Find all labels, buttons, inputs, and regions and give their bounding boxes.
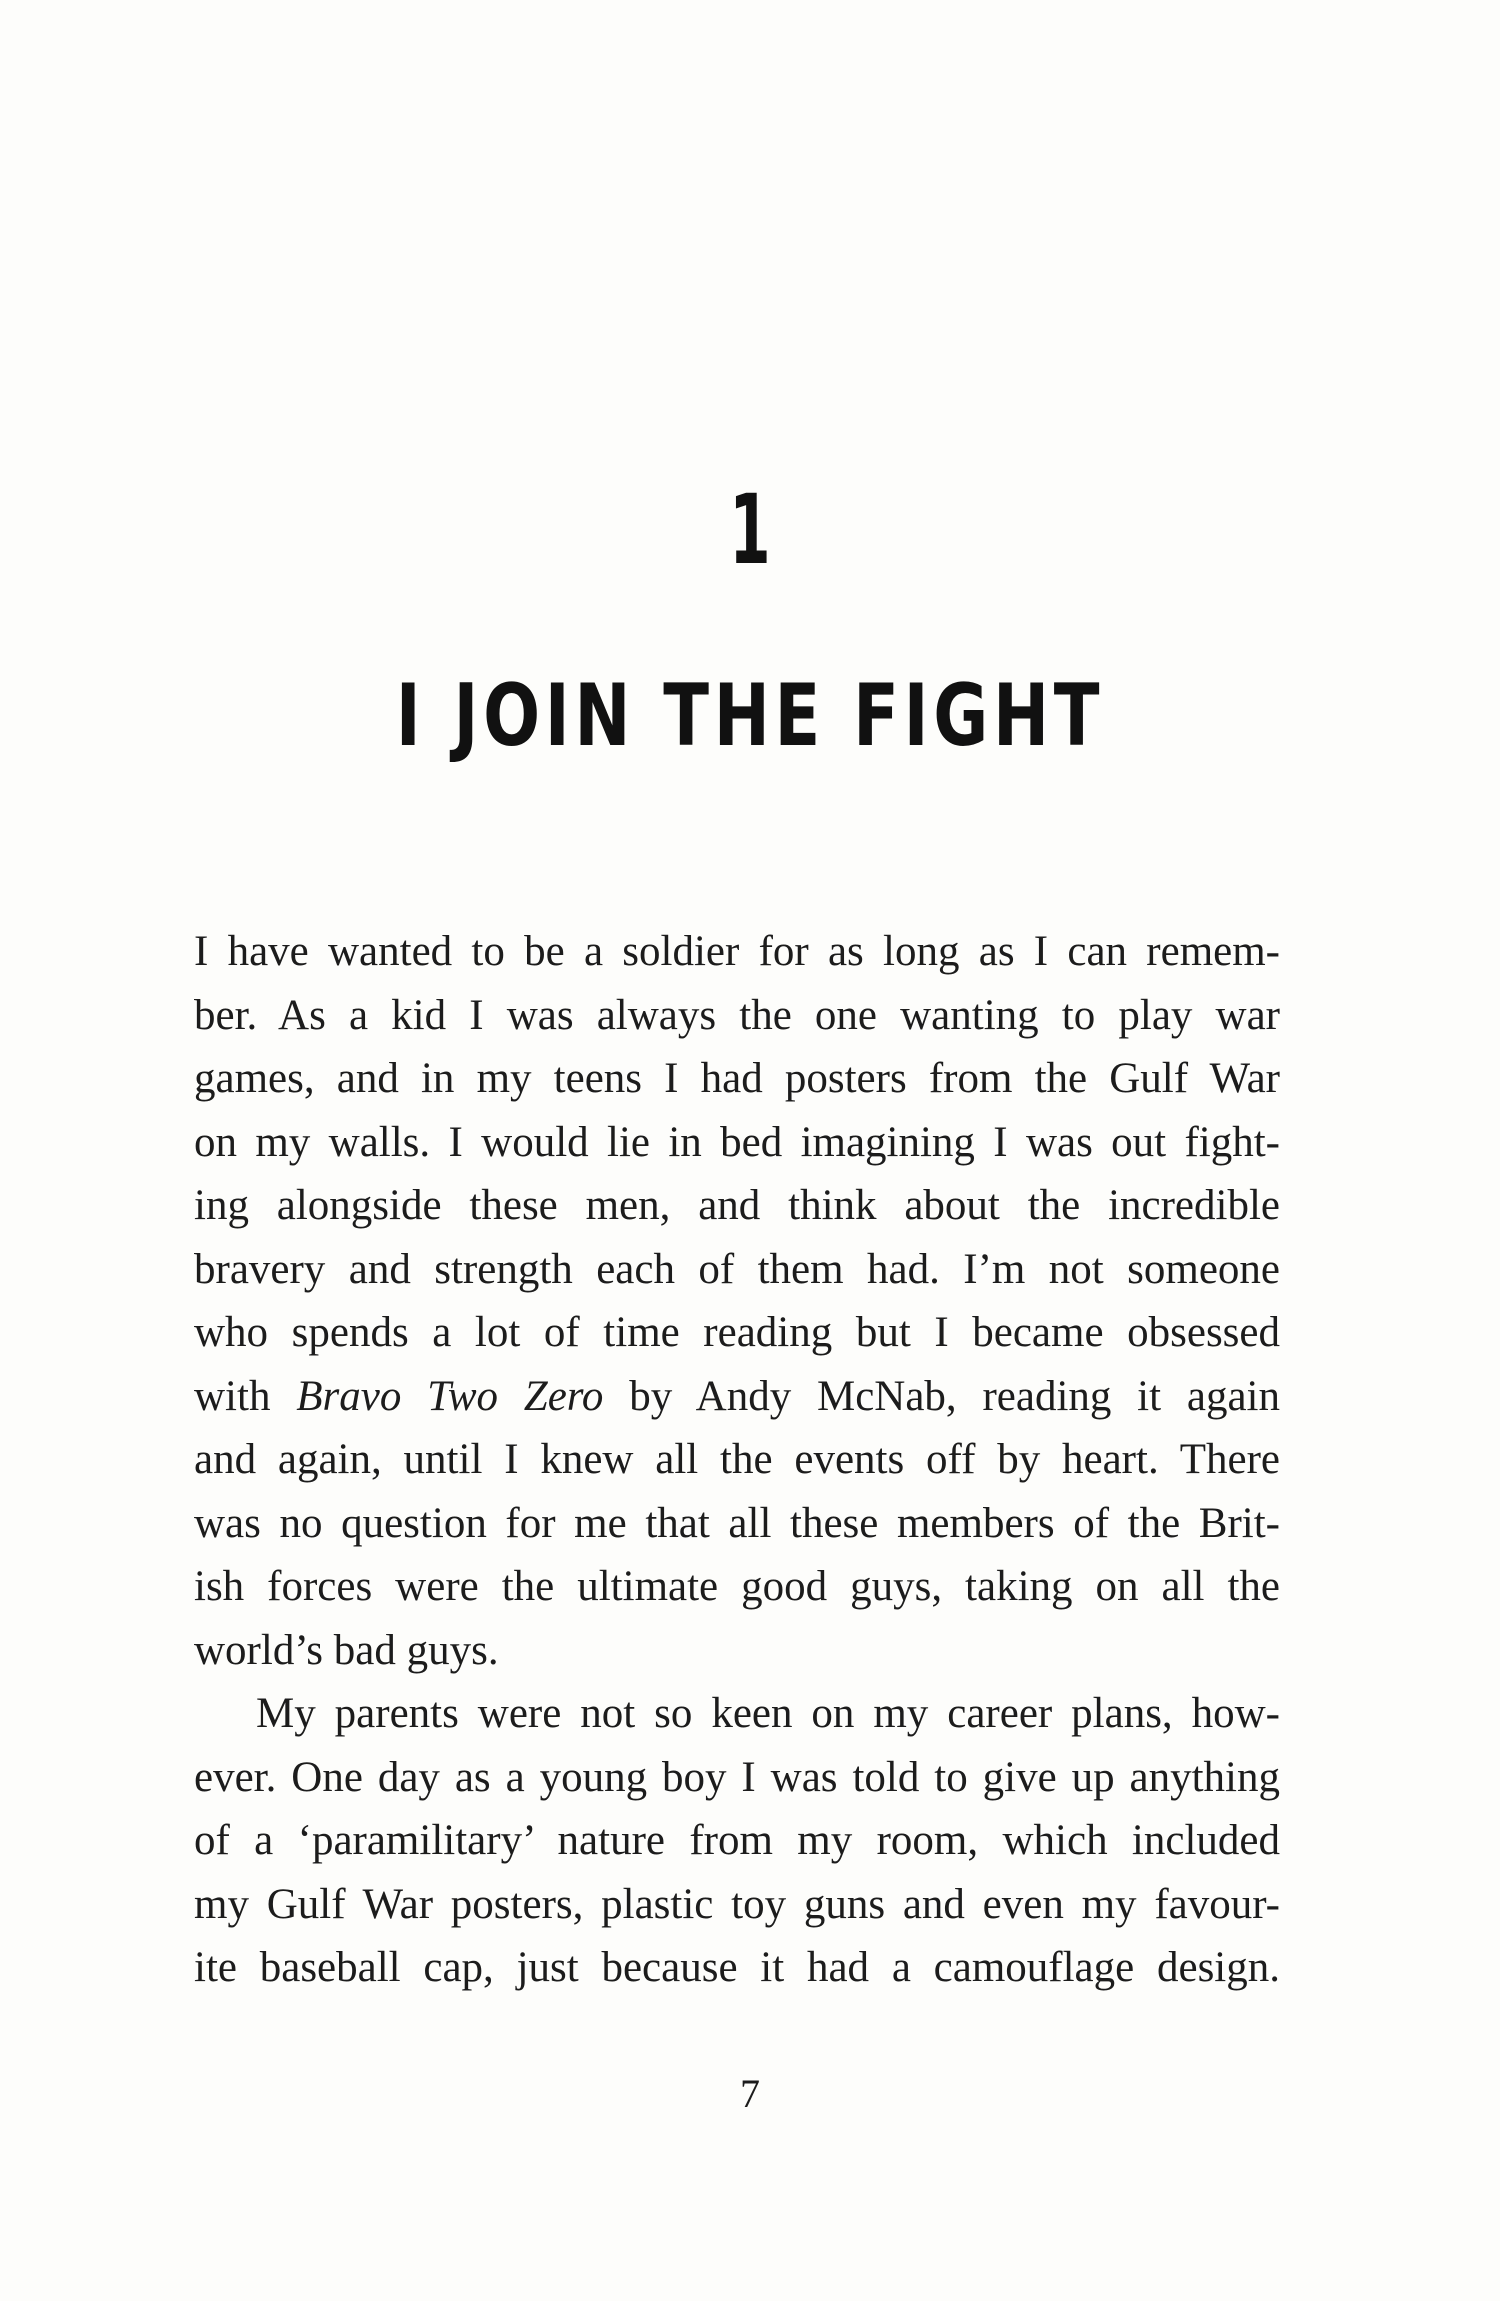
- text-line: world’s bad guys.: [194, 1626, 499, 1674]
- paragraph: [194, 1682, 1280, 2000]
- text-line: who spends a lot of time reading but I became obsessed: [194, 1309, 1280, 1356]
- text-line: my Gulf War posters, plastic toy guns and even my favour-: [194, 1880, 1280, 1928]
- text-line: on my walls. I would lie in bed imagining I was out fight-: [194, 1118, 1280, 1166]
- text-line: My parents were not so keen on my career plans, how-: [256, 1690, 1280, 1737]
- paragraph: [194, 920, 1280, 1682]
- chapter-title: I JOIN THE FIGHT: [395, 666, 1105, 766]
- text-line: ing alongside these men, and think about the incredible: [194, 1182, 1280, 1229]
- book-title-italic: Bravo Two Zero: [296, 1372, 604, 1420]
- text-line: bravery and strength each of them had. I’m not someone: [194, 1245, 1280, 1293]
- text-line: games, and in my teens I had posters from the Gulf War: [194, 1055, 1280, 1102]
- text-line: ish forces were the ultimate good guys, taking on all the: [194, 1563, 1280, 1610]
- text-line: of a ‘paramilitary’ nature from my room, which included: [194, 1817, 1280, 1864]
- text-line: ever. One day as a young boy I was told to give up anything: [194, 1753, 1280, 1801]
- text-line: I have wanted to be a soldier for as long as I can remem-: [194, 928, 1280, 975]
- text-line: with Bravo Two Zero by Andy McNab, reading it again: [194, 1372, 1280, 1420]
- page-number: 7: [740, 2071, 760, 2116]
- text-line: ite baseball cap, just because it had a camouflage design.: [194, 1944, 1280, 1991]
- text-line: ber. As a kid I was always the one wanting to play war: [194, 991, 1280, 1039]
- text-line: was no question for me that all these members of the Brit-: [194, 1499, 1280, 1547]
- text-line: and again, until I knew all the events off by heart. There: [194, 1436, 1280, 1483]
- body-text: [194, 920, 1280, 2000]
- chapter-number: 1: [729, 474, 771, 586]
